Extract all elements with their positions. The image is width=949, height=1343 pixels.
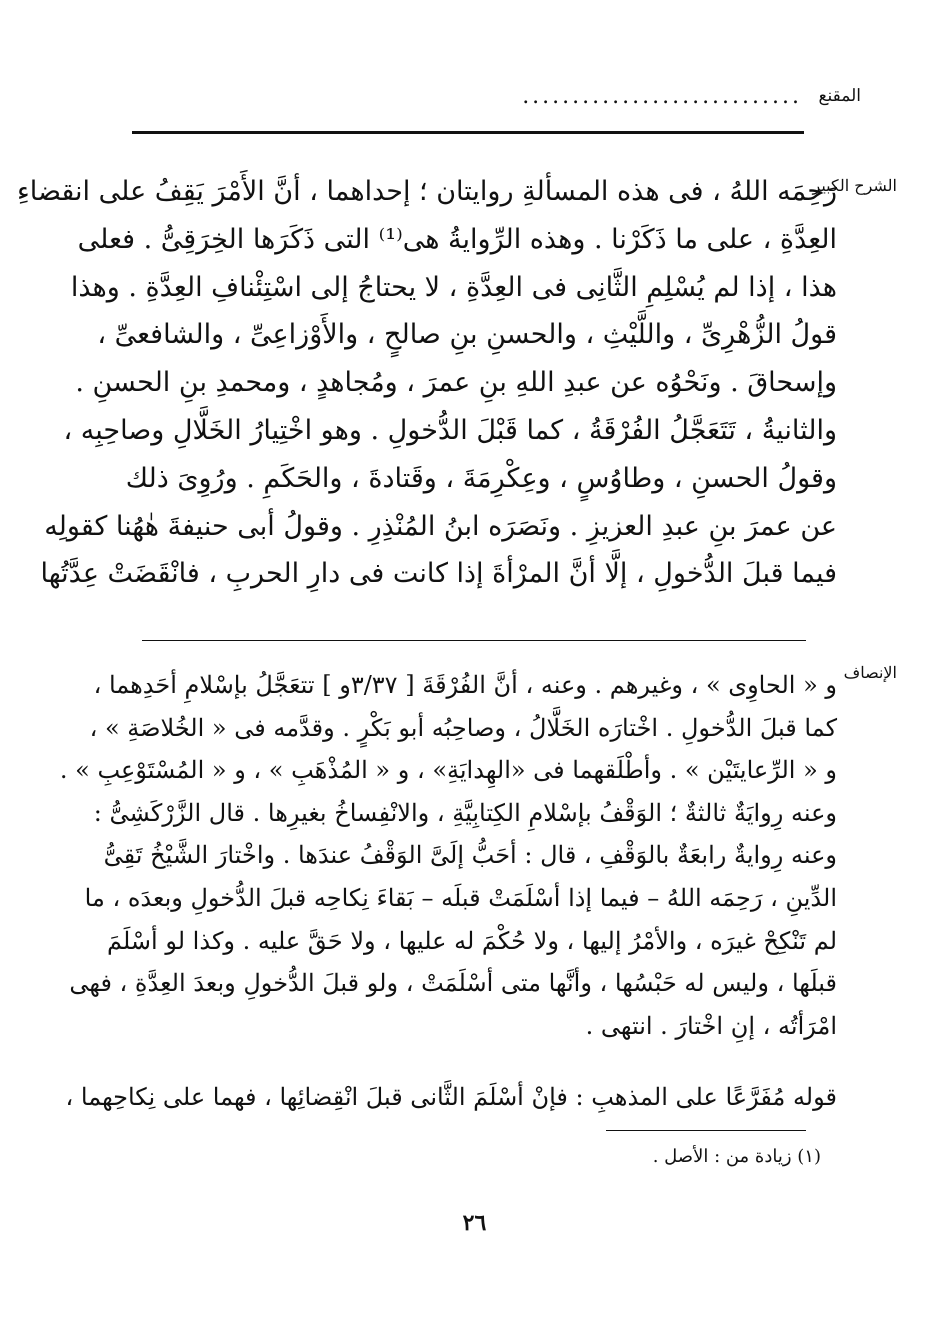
sharh-text-block — [17, 168, 837, 598]
insaf-text-block — [59, 664, 837, 1047]
text-line: رَحِمَه اللهُ ، فى هذه المسألةِ روايتان ؛ إحداهما ، أنَّ الأَمْرَ يَقِفُ على انقضاءِ — [17, 176, 837, 207]
text-line: قولُ الزُّهْرِىِّ ، واللَّيْثِ ، والحسنِ بنِ صالحٍ ، والأَوْزاعِىِّ ، والشافعىِّ ، — [97, 319, 837, 351]
footnote: (١) زيادة من : الأصل . — [652, 1146, 821, 1167]
text-line: قوله مُفَرَّعًا على المذهبِ : فإنْ أسْلَمَ الثَّانى قبلَ انْقِضائِها ، فهما على نِكاحِهما ، — [65, 1083, 837, 1111]
text-line: وعنه رِوايةٌ رابعَةٌ بالوَقْفِ ، قال : أحَبُّ إلَىَّ الوَقْفُ عندَها . واخْتارَ الشَّيْخُ تَقِىُّ — [103, 841, 837, 870]
text-line: والثانيةُ ، تَتَعَجَّلُ الفُرْقَةُ ، كما قَبْلَ الدُّخولِ . وهو اخْتِيارُ الخَلَّالِ وصاحِبِه ، — [63, 414, 837, 446]
text-line: امْرَأتُه ، إنِ اخْتارَ . انتهى . — [585, 1011, 837, 1040]
text-line: عن عمرَ بنِ عبدِ العزيزِ . ونَصَرَه ابنُ المُنْذِرِ . وقولُ أبى حنيفةَ هٰهُنا كقولِه — [44, 510, 837, 542]
text-line: العِدَّةِ ، على ما ذَكَرْنا . وهذه الرِّوايةُ هى⁽¹⁾ التى ذَكَرَها الخِرَقِىُّ . فعلى — [77, 223, 837, 255]
text-line: هذا ، إذا لم يُسْلِمِ الثَّانِى فى العِدَّةِ ، لا يحتاجُ إلى اسْتِئْنافِ العِدَّةِ . وهذا — [70, 271, 837, 303]
section-label-sharh: الشرح الكبير — [812, 176, 897, 195]
text-line: كما قبلَ الدُّخولِ . اخْتارَه الخَلَّالُ ، وصاحِبُه أبو بَكْرٍ . وقدَّمه فى « الخُلاصَةِ » ، — [89, 713, 837, 742]
header-rule — [132, 131, 804, 134]
page-number: ٢٦ — [462, 1210, 487, 1236]
text-line: وإسحاقَ . ونَحْوُه عن عبدِ اللهِ بنِ عمرَ ، ومُجاهدٍ ، ومحمدِ بنِ الحسنِ . — [75, 367, 837, 399]
running-header-title: المقنع — [818, 86, 861, 106]
text-line: و « الحاوِى » ، وغيرهم . وعنه ، أنَّ الفُرْقَةَ [ ٣/٣٧و ] تتعَجَّلُ بإسْلامِ أحَدِهما ، — [93, 671, 837, 699]
insaf-note-block — [65, 1076, 837, 1118]
section-divider — [142, 640, 806, 641]
text-line: الدِّينِ ، رَحِمَه اللهُ – فيما إذا أسْلَمَتْ قبلَه – بَقاءَ نِكاحِه قبلَ الدُّخولِ وبعدَه ، ما — [84, 883, 837, 912]
text-line: وقولُ الحسنِ ، وطاوُسٍ ، وعِكْرِمَةَ ، وقَتادةَ ، والحَكَمِ . ورُوِىَ ذلك — [125, 462, 837, 494]
text-line: وعنه رِوايَةٌ ثالثةٌ ؛ الوَقْفُ بإسْلامِ الكِتابِيَّةِ ، والانْفِساخُ بغيرِها . قال الزَّرْكَشِىُّ : — [93, 798, 837, 827]
header-dot-leader: ............................ — [522, 84, 802, 109]
text-line: و « الرِّعايتَيْن » . وأطْلَقهما فى «الهِدايَةِ» ، و « المُذْهَبِ » ، و « المُسْتَوْعِبِ » . — [59, 756, 837, 785]
text-line: قبلَها ، وليس له حَبْسُها ، وأنَّها متى أسْلَمَتْ ، ولو قبلَ الدُّخولِ وبعدَ العِدَّةِ ، فهى — [69, 969, 837, 998]
text-line: فيما قبلَ الدُّخولِ ، إلَّا أنَّ المرْأةَ إذا كانت فى دارِ الحربِ ، فانْقَضَتْ عِدَّتُها — [40, 558, 837, 590]
section-label-insaf: الإنصاف — [843, 663, 897, 682]
footnote-rule — [606, 1130, 806, 1131]
text-line: لم تَنْكِحْ غيرَه ، والأمْرُ إليها ، ولا حُكْمَ له عليها ، ولا حَقَّ عليه . وكذا لو أسْلَمَ — [107, 926, 837, 955]
